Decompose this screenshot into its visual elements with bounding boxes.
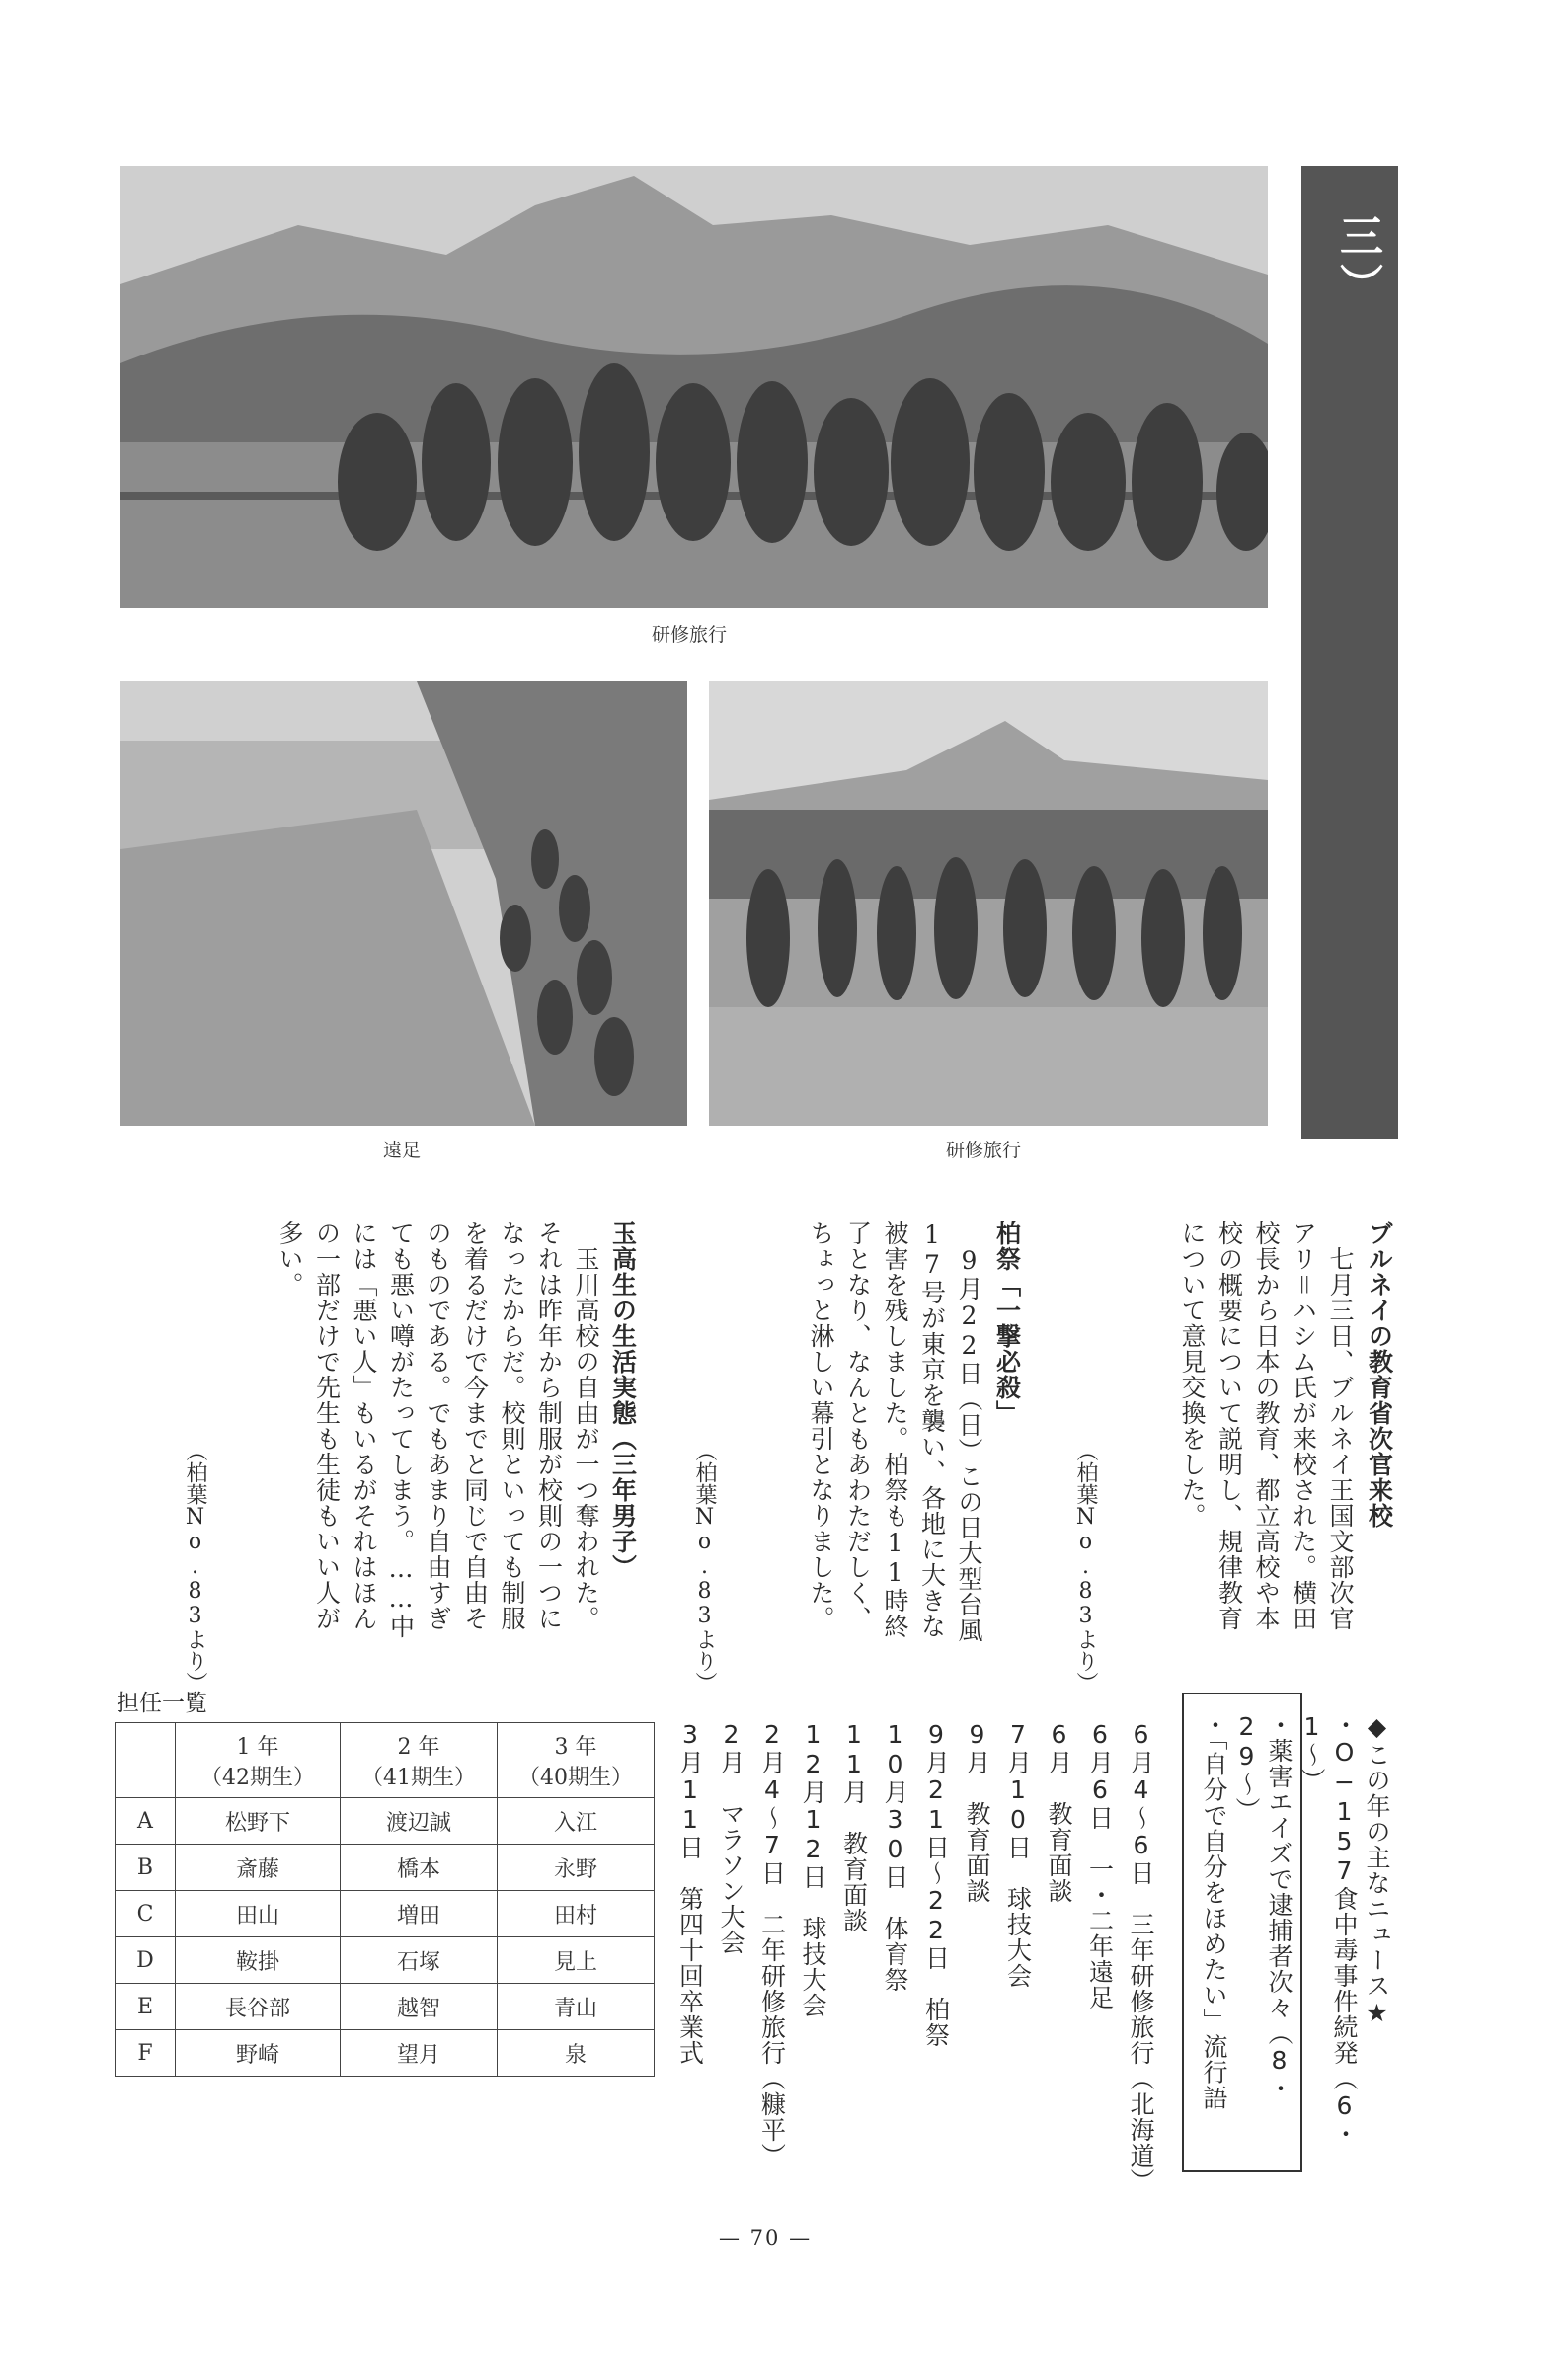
event-item: 2月4〜7日 二年研修旅行（糠平） [757, 1720, 787, 2168]
excursion-caption: 遠足 [383, 1140, 422, 1161]
event-item: 11月 教育面談 [839, 1720, 869, 1933]
teacher-name: 松野下 [176, 1798, 341, 1845]
news-item: ・O−157食中毒事件続発（6・1〜） [1297, 1712, 1359, 2147]
year-title-banner [1301, 166, 1446, 1139]
event-item: 2月 マラソン大会 [717, 1720, 745, 1955]
teacher-name: 斎藤 [176, 1845, 341, 1891]
class-label: C [116, 1891, 176, 1937]
teacher-name: 橋本 [341, 1845, 498, 1891]
teachers-table [115, 1722, 655, 2077]
teacher-name: 見上 [498, 1937, 655, 1984]
event-item: 9月21日〜22日 柏祭 [921, 1720, 951, 2048]
table-header-3rd-year: 3 年 （40期生） [498, 1723, 655, 1798]
news-list [1198, 1712, 1393, 2163]
teacher-name: 入江 [498, 1798, 655, 1845]
table-row [116, 1937, 655, 1984]
teacher-name: 増田 [341, 1891, 498, 1937]
table-row [116, 2030, 655, 2077]
teacher-name: 長谷部 [176, 1984, 341, 2030]
event-item: 6月4〜6日 三年研修旅行（北海道） [1127, 1720, 1155, 2194]
study-trip-photo-2 [709, 681, 1268, 1126]
article-brunei-body: 七月三日、ブルネイ王国文部次官アリ＝ハシム氏が来校された。横田校長から日本の教育、都立高校や本校の概要について説明し、規律教育について意見交換をした。 [1178, 1221, 1355, 1631]
excursion-photo [120, 681, 687, 1126]
teacher-name: 田村 [498, 1891, 655, 1937]
news-item: ・「自分で自分をほめたい」流行語 [1200, 1712, 1228, 2111]
article-brunei-source: （柏葉No.83より） [1073, 1440, 1098, 1694]
yearly-news-box [1182, 1693, 1391, 2172]
table-row [116, 1845, 655, 1891]
event-item: 6月6日 一・二年遠足 [1085, 1720, 1115, 2010]
article-festival-title: 柏祭「一撃必殺」 [992, 1221, 1022, 1426]
event-item: 6月 教育面談 [1045, 1720, 1073, 1904]
teacher-name: 渡辺誠 [341, 1798, 498, 1845]
article-festival-body: 9月22日（日）この日大型台風17号が東京を襲い、各地に大きな被害を残しました。柏祭も11時終了となり、なんともあわただしく、ちょっと淋しい幕引となりました。 [807, 1221, 983, 1643]
top-photo-caption: 研修旅行 [652, 624, 728, 646]
article-student-life-body: 玉川高校の自由が一つ奪われた。それは昨年から制服が校則の一つになったからだ。校則といっても制服を着るだけで今までと同じで自由そのものである。でもあまり自由すぎても悪い噂がたってしまう。……中には「悪い人」もいるがそれはほんの一部だけで先生も生徒もいい人が多い。 [275, 1221, 600, 1639]
news-heading: ◆この年の主なニュース★ [1363, 1712, 1391, 2028]
event-item: 10月30日 体育祭 [881, 1720, 909, 1993]
teachers-table-title: 担任一覧 [117, 1691, 207, 1716]
class-label: A [116, 1798, 176, 1845]
article-student-life-title: 玉高生の生活実態（三年男子） [608, 1221, 638, 1580]
teacher-name: 田山 [176, 1891, 341, 1937]
class-label: E [116, 1984, 176, 2030]
event-item: 7月10日 球技大会 [1003, 1720, 1033, 1989]
class-label: F [116, 2030, 176, 2077]
event-item: 3月11日 第四十回卒業式 [675, 1720, 705, 2066]
study-trip-caption-2: 研修旅行 [946, 1140, 1022, 1161]
teacher-name: 石塚 [341, 1937, 498, 1984]
table-header-1st-year: 1 年 （42期生） [176, 1723, 341, 1798]
event-item: 9月 教育面談 [963, 1720, 991, 1904]
table-row [116, 1984, 655, 2030]
teacher-name: 青山 [498, 1984, 655, 2030]
news-item: ・薬害エイズで逮捕者次々（8・29〜） [1232, 1712, 1294, 2101]
article-student-life-source: （柏葉No.83より） [183, 1440, 207, 1694]
class-label: B [116, 1845, 176, 1891]
year-title: 平成八年度（一九九六・四〜一九九七・三） [1332, 213, 1446, 1102]
table-corner [116, 1723, 176, 1798]
teacher-name: 永野 [498, 1845, 655, 1891]
teacher-name: 野崎 [176, 2030, 341, 2077]
table-row [116, 1891, 655, 1937]
teacher-name: 越智 [341, 1984, 498, 2030]
article-festival-source: （柏葉No.83より） [692, 1440, 717, 1694]
event-item: 12月12日 球技大会 [799, 1720, 827, 2018]
teacher-name: 鞍掛 [176, 1937, 341, 1984]
article-brunei-title: ブルネイの教育省次官来校 [1365, 1221, 1394, 1529]
page-number: — 70 — [719, 2226, 813, 2249]
class-label: D [116, 1937, 176, 1984]
events-list [669, 1720, 1161, 2194]
table-row [116, 1798, 655, 1845]
teacher-name: 望月 [341, 2030, 498, 2077]
teacher-name: 泉 [498, 2030, 655, 2077]
group-photo-study-trip [120, 166, 1268, 608]
table-header-2nd-year: 2 年 （41期生） [341, 1723, 498, 1798]
